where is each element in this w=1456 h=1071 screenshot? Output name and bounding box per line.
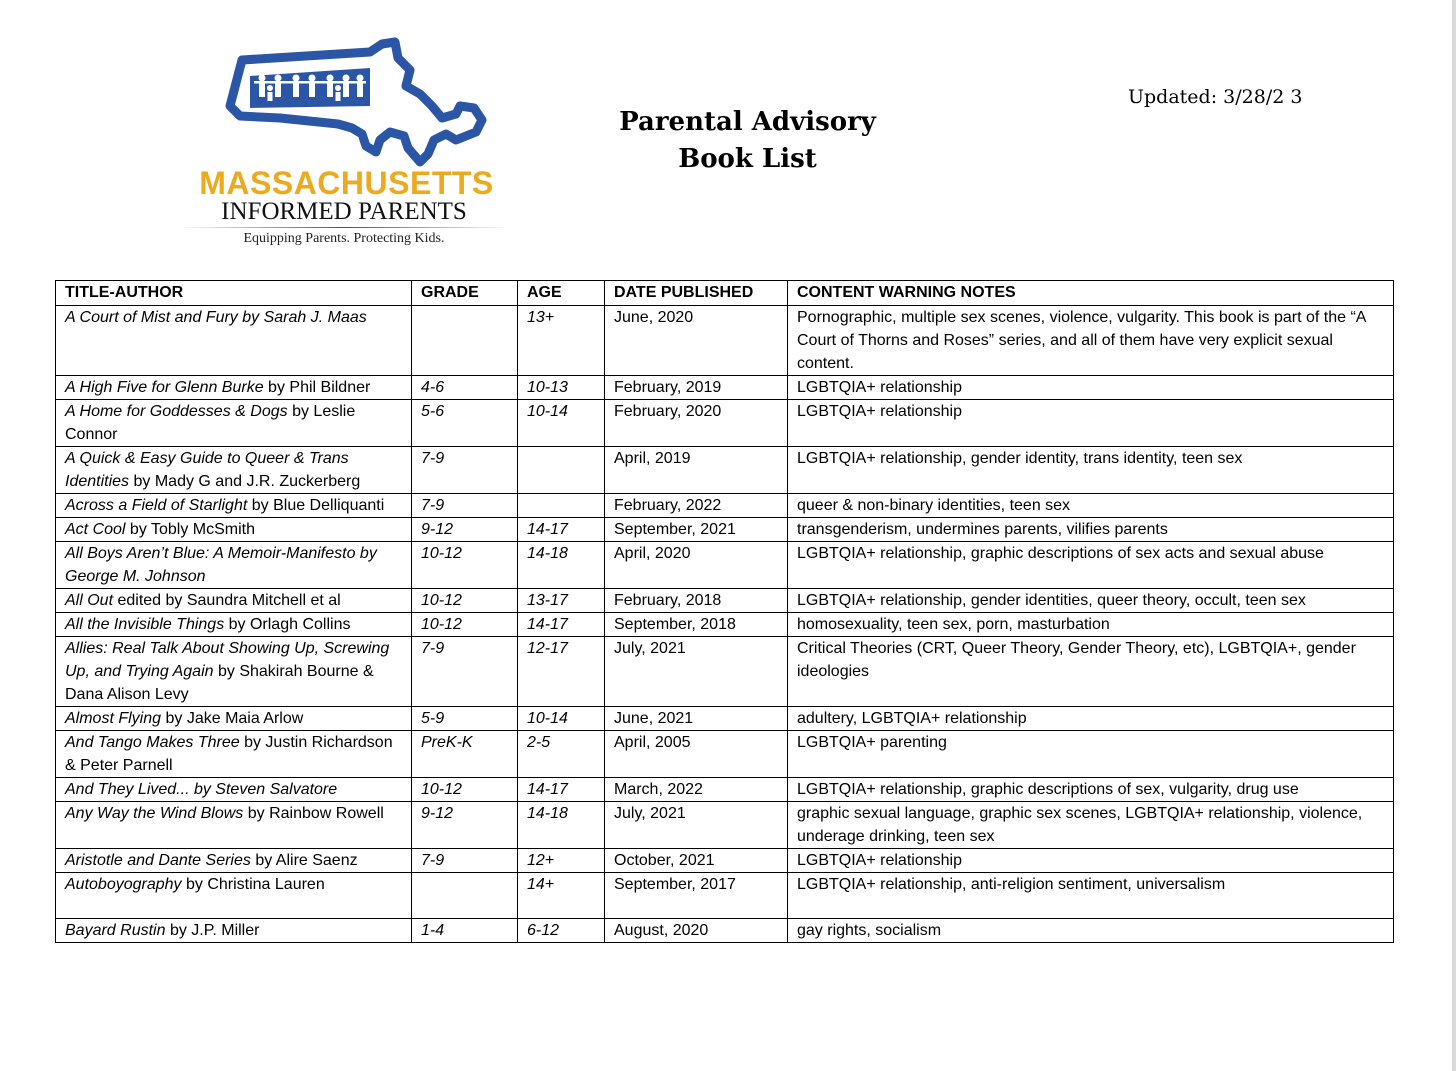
date-published-cell: February, 2020 [605,400,788,447]
date-published-cell: September, 2017 [605,873,788,919]
content-warning-cell: LGBTQIA+ parenting [788,731,1394,778]
logo-tagline: Equipping Parents. Protecting Kids. [243,231,445,246]
age-cell: 12+ [518,849,605,873]
book-title: And Tango Makes Three [65,734,240,751]
book-title: A High Five for Glenn Burke [65,379,264,396]
book-title-author-cell [56,873,412,919]
book-title-author-cell [56,731,412,778]
table-row [56,400,1394,447]
age-cell: 14-18 [518,802,605,849]
date-published-cell: August, 2020 [605,919,788,943]
grade-cell: 5-6 [412,400,518,447]
table-row [56,873,1394,919]
date-published-cell: April, 2019 [605,447,788,494]
book-title: A Home for Goddesses & Dogs [65,403,288,420]
date-published-cell: February, 2019 [605,376,788,400]
grade-cell: 9-12 [412,518,518,542]
title-line-2: Book List [678,144,817,174]
book-title-author-cell [56,849,412,873]
age-cell [518,494,605,518]
content-warning-cell: LGBTQIA+ relationship [788,849,1394,873]
age-cell: 10-14 [518,400,605,447]
header-content-warning-notes: CONTENT WARNING NOTES [788,281,1394,306]
age-cell: 13-17 [518,589,605,613]
age-cell: 14-17 [518,518,605,542]
age-cell: 14+ [518,873,605,919]
book-author: by J.P. Miller [165,922,260,939]
book-list-table [55,280,1394,943]
book-title: All the Invisible Things [65,616,225,633]
grade-cell: PreK-K [412,731,518,778]
content-warning-cell: LGBTQIA+ relationship [788,400,1394,447]
table-body [56,306,1394,943]
table-row [56,802,1394,849]
date-published-cell: October, 2021 [605,849,788,873]
age-cell: 10-13 [518,376,605,400]
book-title-author-cell [56,306,412,376]
date-published-cell: July, 2021 [605,802,788,849]
content-warning-cell: LGBTQIA+ relationship, gender identity, trans identity, teen sex [788,447,1394,494]
header-age: AGE [518,281,605,306]
content-warning-cell: queer & non-binary identities, teen sex [788,494,1394,518]
table-row [56,849,1394,873]
content-warning-cell: LGBTQIA+ relationship, anti-religion sentiment, universalism [788,873,1394,919]
age-cell: 10-14 [518,707,605,731]
table-row [56,919,1394,943]
table-header-row [56,281,1394,306]
book-author: by Orlagh Collins [224,616,351,633]
book-title-author-cell [56,542,412,589]
content-warning-cell: transgenderism, undermines parents, vilifies parents [788,518,1394,542]
table-row [56,518,1394,542]
book-title: A Quick & Easy Guide to Queer & Trans Identities [65,450,349,490]
book-author: by Tobly McSmith [125,521,255,538]
grade-cell [412,306,518,376]
grade-cell: 7-9 [412,447,518,494]
age-cell: 13+ [518,306,605,376]
grade-cell [412,873,518,919]
table-row [56,542,1394,589]
book-title: Almost Flying [65,710,162,727]
book-title: All Out [65,592,114,609]
book-title: Any Way the Wind Blows [65,805,244,822]
title-line-1: Parental Advisory [619,107,876,137]
age-cell: 14-17 [518,778,605,802]
book-title: Aristotle and Dante Series [65,852,251,869]
book-author: by Shakirah Bourne & Dana Alison Levy [65,663,374,703]
book-title: Allies: Real Talk About Showing Up, Screwing Up, and Trying Again [65,640,390,680]
grade-cell: 1-4 [412,919,518,943]
content-warning-cell: gay rights, socialism [788,919,1394,943]
book-title-author-cell [56,707,412,731]
age-cell [518,447,605,494]
date-published-cell: March, 2022 [605,778,788,802]
table-row [56,778,1394,802]
content-warning-cell: Pornographic, multiple sex scenes, violence, vulgarity. This book is part of the “A Court of Thorns and Roses” series, and all of them have very explicit sexual content. [788,306,1394,376]
massachusetts-map-icon [220,36,490,171]
book-title: Bayard Rustin [65,922,166,939]
book-title-author-cell [56,613,412,637]
book-author: by Justin Richardson & Peter Parnell [65,734,393,774]
book-title-author-cell [56,589,412,613]
content-warning-cell: Critical Theories (CRT, Queer Theory, Gender Theory, etc), LGBTQIA+, gender ideologies [788,637,1394,707]
table-row [56,637,1394,707]
book-title-author-cell [56,494,412,518]
date-published-cell: April, 2020 [605,542,788,589]
book-title: Act Cool [65,521,126,538]
book-title: Across a Field of Starlight [65,497,248,514]
grade-cell: 9-12 [412,802,518,849]
date-published-cell: April, 2005 [605,731,788,778]
table-row [56,707,1394,731]
content-warning-cell: homosexuality, teen sex, porn, masturbation [788,613,1394,637]
date-published-cell: June, 2020 [605,306,788,376]
table-row [56,447,1394,494]
book-title-author-cell [56,637,412,707]
date-published-cell: September, 2021 [605,518,788,542]
grade-cell: 10-12 [412,542,518,589]
date-published-cell: June, 2021 [605,707,788,731]
content-warning-cell: LGBTQIA+ relationship [788,376,1394,400]
table-row [56,306,1394,376]
date-published-cell: February, 2018 [605,589,788,613]
header-title-author: TITLE-AUTHOR [56,281,412,306]
organization-logo [170,36,520,251]
book-title: Autoboyography [65,876,182,893]
document-title [600,104,895,178]
grade-cell: 4-6 [412,376,518,400]
book-title: A Court of Mist and Fury by Sarah J. Maas [65,309,367,326]
table-row [56,589,1394,613]
book-author: by Blue Delliquanti [247,497,385,514]
book-author: by Phil Bildner [263,379,371,396]
grade-cell: 10-12 [412,613,518,637]
table-row [56,613,1394,637]
book-author: edited by Saundra Mitchell et al [113,592,341,609]
logo-divider [180,227,510,228]
age-cell: 2-5 [518,731,605,778]
table-row [56,494,1394,518]
age-cell: 14-17 [518,613,605,637]
book-title-author-cell [56,376,412,400]
content-warning-cell: LGBTQIA+ relationship, graphic descriptions of sex, vulgarity, drug use [788,778,1394,802]
book-title: And They Lived... by Steven Salvatore [65,781,338,798]
table-row [56,731,1394,778]
header-grade: GRADE [412,281,518,306]
grade-cell: 7-9 [412,637,518,707]
header-date-published: DATE PUBLISHED [605,281,788,306]
book-author: by Rainbow Rowell [243,805,384,822]
logo-title: MASSACHUSETTS [199,165,494,201]
book-author: by Mady G and J.R. Zuckerberg [129,473,361,490]
book-author: by Christina Lauren [181,876,325,893]
content-warning-cell: adultery, LGBTQIA+ relationship [788,707,1394,731]
age-cell: 6-12 [518,919,605,943]
content-warning-cell: LGBTQIA+ relationship, gender identities, queer theory, occult, teen sex [788,589,1394,613]
book-title-author-cell [56,518,412,542]
content-warning-cell: LGBTQIA+ relationship, graphic descriptions of sex acts and sexual abuse [788,542,1394,589]
age-cell: 14-18 [518,542,605,589]
page-edge [1452,0,1456,1071]
content-warning-cell: graphic sexual language, graphic sex scenes, LGBTQIA+ relationship, violence, underage drinking, teen sex [788,802,1394,849]
book-author: by Jake Maia Arlow [161,710,304,727]
age-cell: 12-17 [518,637,605,707]
grade-cell: 7-9 [412,494,518,518]
book-title-author-cell [56,919,412,943]
grade-cell: 5-9 [412,707,518,731]
book-title-author-cell [56,778,412,802]
book-title: All Boys Aren’t Blue: A Memoir-Manifesto by George M. Johnson [65,545,377,585]
book-title-author-cell [56,400,412,447]
table-row [56,376,1394,400]
book-author: by Alire Saenz [250,852,358,869]
date-published-cell: February, 2022 [605,494,788,518]
grade-cell: 10-12 [412,778,518,802]
book-author: by Leslie Connor [65,403,356,443]
grade-cell: 10-12 [412,589,518,613]
date-published-cell: July, 2021 [605,637,788,707]
date-published-cell: September, 2018 [605,613,788,637]
updated-date: Updated: 3/28/2 3 [1128,86,1303,108]
logo-subtitle: INFORMED PARENTS [221,198,467,225]
grade-cell: 7-9 [412,849,518,873]
book-title-author-cell [56,447,412,494]
book-title-author-cell [56,802,412,849]
